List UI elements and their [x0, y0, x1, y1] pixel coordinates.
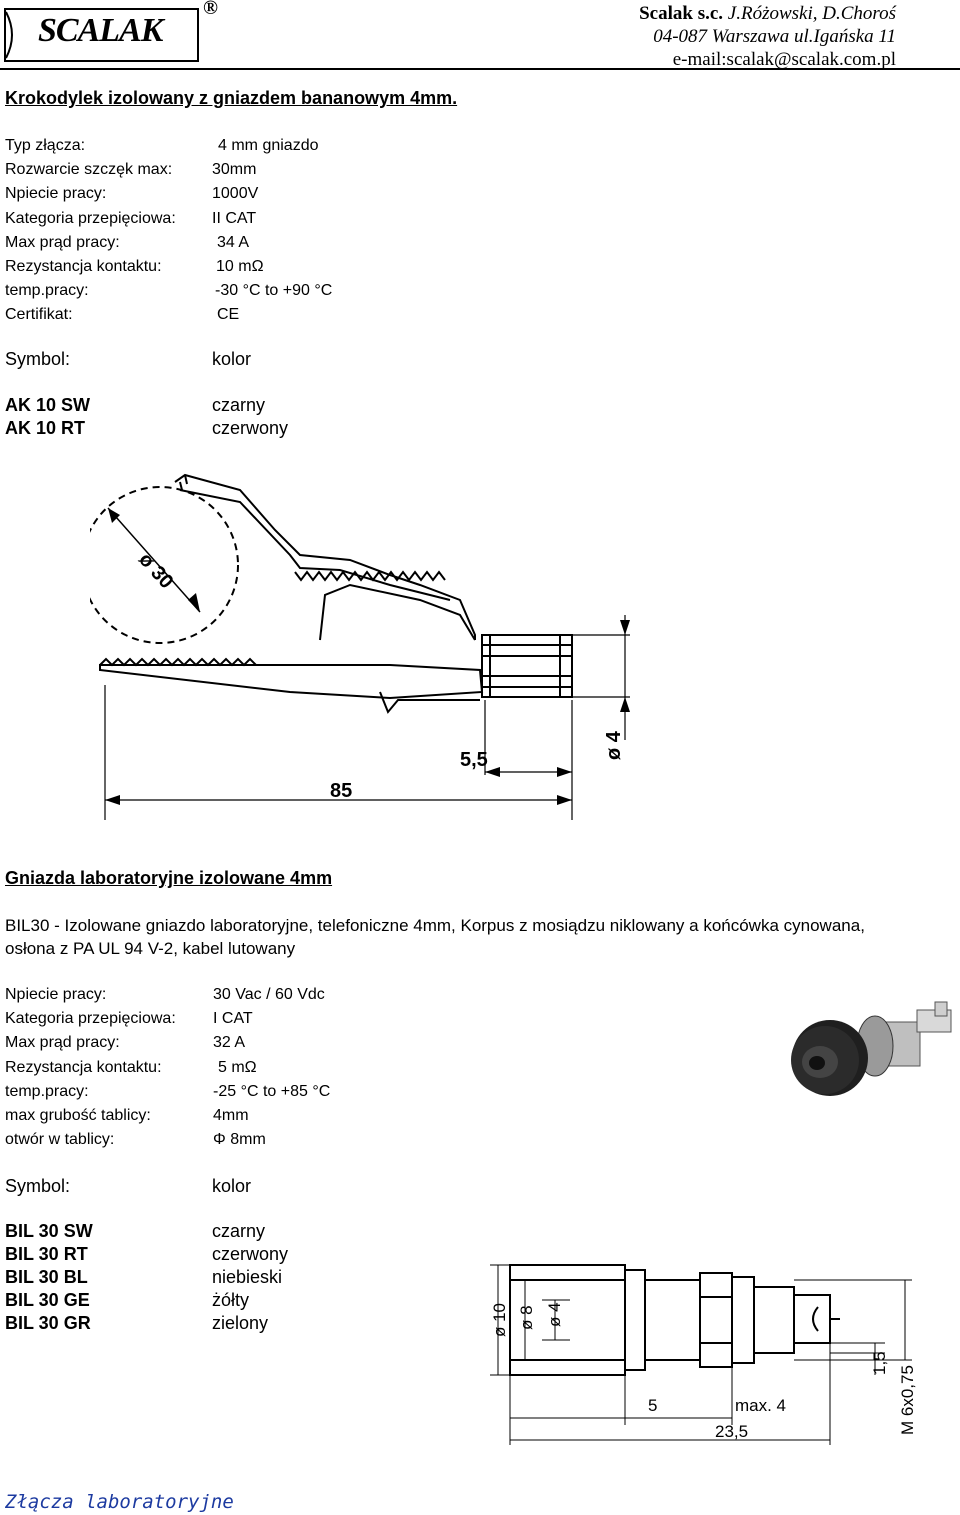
dim-pin-length: 5,5 — [460, 749, 488, 771]
spec-value: Φ 8mm — [213, 1131, 266, 1149]
spec-label: max grubość tablicy: — [5, 1106, 151, 1124]
variant-row — [5, 1220, 505, 1243]
variant-symbol: AK 10 SW — [5, 395, 91, 415]
spec-label: Npiecie pracy: — [5, 986, 107, 1003]
spec-value: -30 °C to +90 °C — [215, 282, 333, 300]
dim-d4: ø 4 — [545, 1302, 564, 1327]
spec-value: I CAT — [213, 1010, 253, 1028]
company-address: 04-087 Warszawa ul.Igańska 11 — [653, 26, 896, 47]
logo: SCALAK — [38, 12, 163, 49]
spec-label: Kategoria przepięciowa: — [5, 1010, 176, 1028]
spec-row — [5, 1128, 525, 1152]
spec-label: Rozwarcie szczęk max: — [5, 161, 173, 179]
variant-color: żółty — [212, 1290, 250, 1310]
variant-color: zielony — [212, 1313, 269, 1333]
variant-symbol: BIL 30 BL — [5, 1267, 88, 1287]
variant-row — [5, 1312, 505, 1335]
spec-label: Max prąd pracy: — [5, 233, 120, 251]
footer-title: Złącza laboratoryjne — [5, 1491, 234, 1513]
spec-value: 30 Vac / 60 Vdc — [213, 986, 325, 1003]
spec-value: CE — [217, 306, 240, 324]
dim-max4: max. 4 — [735, 1396, 787, 1415]
logo-arc — [4, 8, 34, 62]
spec-row — [5, 1104, 525, 1128]
variant-row — [5, 417, 505, 440]
spec-row — [5, 983, 525, 1007]
variant-color: czerwony — [212, 1244, 289, 1264]
registered-mark: ® — [203, 0, 218, 19]
product1-specs — [5, 134, 505, 328]
color-header: kolor — [212, 349, 252, 369]
dim-h15: 1,5 — [870, 1351, 889, 1375]
variant-row — [5, 1266, 505, 1289]
symbol-header: Symbol: — [5, 349, 71, 369]
company-email: e-mail:scalak@scalak.com.pl — [672, 49, 896, 70]
spec-row — [5, 1056, 525, 1080]
product1-variants — [5, 348, 505, 440]
spec-label: temp.pracy: — [5, 282, 89, 300]
color-header: kolor — [212, 1176, 252, 1196]
dim-thread: M 6x0,75 — [898, 1365, 917, 1435]
spec-row — [5, 1080, 525, 1104]
variant-row — [5, 1243, 505, 1266]
variant-row — [5, 1289, 505, 1312]
socket-nut — [700, 1273, 732, 1367]
product2-variants — [5, 1175, 505, 1335]
crocodile-clip-drawing — [90, 460, 650, 820]
spec-value: 10 mΩ — [216, 257, 264, 275]
product2-title: Gniazda laboratoryjne izolowane 4mm — [5, 868, 333, 888]
variant-color: niebieski — [212, 1267, 283, 1287]
dim-length: 85 — [330, 780, 353, 802]
product2-description: BIL30 - Izolowane gniazdo laboratoryjne, telefoniczne 4mm, Korpus z mosiądzu niklowany a końcówka cynowana, osłona z PA UL 94 V-2, kabel lutowany — [5, 916, 865, 958]
spec-value: 30mm — [212, 161, 257, 179]
spec-row — [5, 231, 505, 255]
spec-label: Rezystancja kontaktu: — [5, 257, 162, 275]
company-info — [639, 2, 896, 71]
variant-symbol: AK 10 RT — [5, 418, 86, 438]
dim-l5: 5 — [648, 1396, 658, 1415]
spec-value: 5 mΩ — [218, 1058, 257, 1076]
spec-value: II CAT — [212, 209, 257, 227]
spec-label: Typ złącza: — [5, 137, 86, 154]
symbol-header: Symbol: — [5, 1176, 71, 1196]
spec-label: Certifikat: — [5, 306, 73, 324]
company-name: Scalak s.c. — [639, 3, 724, 24]
socket-drawing — [480, 1225, 925, 1450]
spec-label: Kategoria przepięciowa: — [5, 209, 176, 227]
spec-row — [5, 207, 505, 231]
variant-symbol: BIL 30 GE — [5, 1290, 90, 1310]
company-owners: J.Różowski, D.Choroś — [727, 3, 896, 24]
variant-symbol: BIL 30 GR — [5, 1313, 91, 1333]
variants-header — [5, 1175, 505, 1198]
spec-row — [5, 158, 505, 182]
spec-label: Max prąd pracy: — [5, 1034, 120, 1052]
socket-thread — [645, 1280, 700, 1360]
dim-d10: ø 10 — [490, 1302, 509, 1337]
header-divider — [0, 68, 960, 70]
dim-pin-diameter: ø 4 — [603, 731, 625, 760]
spec-row — [5, 182, 505, 206]
spec-label: otwór w tablicy: — [5, 1131, 115, 1149]
spec-value: 1000V — [212, 185, 259, 203]
spec-value: 34 A — [217, 233, 250, 251]
spec-value: 32 A — [213, 1034, 246, 1052]
variant-color: czarny — [212, 395, 266, 415]
spec-row — [5, 255, 505, 279]
spec-row — [5, 279, 505, 303]
spec-value: 4mm — [213, 1106, 249, 1124]
spec-row — [5, 303, 505, 327]
spec-value: -25 °C to +85 °C — [213, 1082, 331, 1100]
spec-label: Npiecie pracy: — [5, 185, 107, 203]
variant-color: czerwony — [212, 418, 289, 438]
socket-photo — [785, 1000, 960, 1105]
spec-label: Rezystancja kontaktu: — [5, 1058, 162, 1076]
spec-row — [5, 134, 505, 158]
lower-jaw — [100, 665, 482, 698]
dim-jaw-diameter: ø 30 — [134, 548, 178, 594]
variant-symbol: BIL 30 SW — [5, 1221, 93, 1241]
variant-row — [5, 394, 505, 417]
spec-row — [5, 1031, 525, 1055]
variant-symbol: BIL 30 RT — [5, 1244, 88, 1264]
product1-title: Krokodylek izolowany z gniazdem bananowym 4mm. — [5, 88, 458, 108]
spec-value: 4 mm gniazdo — [218, 137, 319, 154]
dim-l235: 23,5 — [715, 1422, 749, 1441]
variants-header — [5, 348, 505, 371]
spec-label: temp.pracy: — [5, 1082, 89, 1100]
product2-specs — [5, 983, 525, 1152]
spec-row — [5, 1007, 525, 1031]
dim-d8: ø 8 — [517, 1305, 536, 1330]
variant-color: czarny — [212, 1221, 266, 1241]
